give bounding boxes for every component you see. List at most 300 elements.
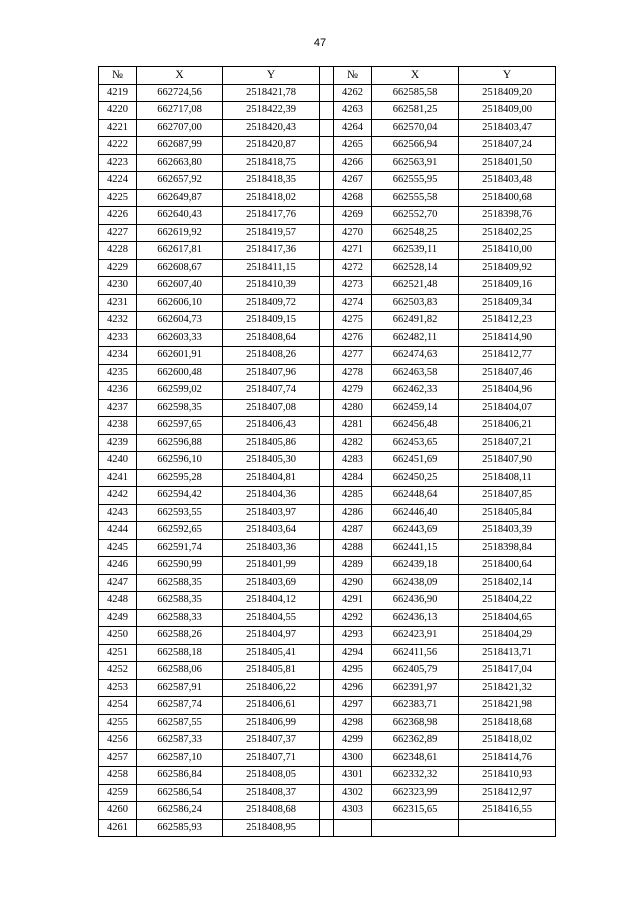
right-coord-y-cell: 2518409,20 [459,84,556,102]
left-point-number-cell: 4239 [99,434,137,452]
table-row [99,679,556,697]
left-point-number-cell: 4249 [99,609,137,627]
left-coord-y-cell: 2518420,43 [223,119,320,137]
right-coord-x-cell: 662368,98 [372,714,459,732]
left-point-number-cell: 4252 [99,662,137,680]
left-coord-x-cell: 662649,87 [137,189,223,207]
column-gap [320,574,334,592]
left-point-number-cell: 4238 [99,417,137,435]
right-coord-x-cell: 662348,61 [372,749,459,767]
right-coord-x-cell: 662453,65 [372,434,459,452]
column-gap [320,189,334,207]
column-gap [320,119,334,137]
right-coord-y-cell: 2518406,21 [459,417,556,435]
right-coord-x-cell: 662439,18 [372,557,459,575]
column-gap [320,732,334,750]
right-coord-y-cell: 2518418,02 [459,732,556,750]
left-coord-y-cell: 2518406,22 [223,679,320,697]
column-gap [320,662,334,680]
column-gap [320,207,334,225]
table-row [99,172,556,190]
right-coord-y-cell: 2518400,68 [459,189,556,207]
column-gap [320,67,334,85]
right-point-number-cell: 4297 [334,697,372,715]
left-coord-y-cell: 2518403,69 [223,574,320,592]
left-coord-x-cell: 662604,73 [137,312,223,330]
left-point-number-cell: 4254 [99,697,137,715]
column-gap [320,294,334,312]
left-coord-x-cell: 662707,00 [137,119,223,137]
right-point-number-cell: 4291 [334,592,372,610]
right-coord-y-cell: 2518398,76 [459,207,556,225]
right-coord-x-cell [372,819,459,837]
left-point-number-cell: 4244 [99,522,137,540]
left-point-number-cell: 4257 [99,749,137,767]
header-number-left: № [99,67,137,85]
right-coord-x-cell: 662443,69 [372,522,459,540]
right-coord-y-cell: 2518404,22 [459,592,556,610]
right-coord-x-cell: 662323,99 [372,784,459,802]
header-y-right: Y [459,67,556,85]
table-row [99,819,556,837]
right-point-number-cell: 4296 [334,679,372,697]
right-coord-x-cell: 662383,71 [372,697,459,715]
left-point-number-cell: 4237 [99,399,137,417]
left-point-number-cell: 4256 [99,732,137,750]
table-row [99,189,556,207]
right-coord-x-cell: 662436,13 [372,609,459,627]
left-coord-x-cell: 662595,28 [137,469,223,487]
right-coord-y-cell: 2518417,04 [459,662,556,680]
left-point-number-cell: 4258 [99,767,137,785]
table-row [99,714,556,732]
left-coord-y-cell: 2518404,36 [223,487,320,505]
column-gap [320,364,334,382]
right-point-number-cell: 4289 [334,557,372,575]
left-point-number-cell: 4228 [99,242,137,260]
right-coord-x-cell: 662450,25 [372,469,459,487]
right-point-number-cell: 4288 [334,539,372,557]
right-point-number-cell: 4280 [334,399,372,417]
table-row [99,119,556,137]
right-coord-y-cell: 2518407,46 [459,364,556,382]
column-gap [320,609,334,627]
right-point-number-cell: 4269 [334,207,372,225]
left-point-number-cell: 4247 [99,574,137,592]
table-row [99,347,556,365]
left-coord-x-cell: 662588,06 [137,662,223,680]
column-gap [320,242,334,260]
left-coord-y-cell: 2518408,95 [223,819,320,837]
left-coord-y-cell: 2518418,02 [223,189,320,207]
right-coord-x-cell: 662570,04 [372,119,459,137]
left-coord-x-cell: 662596,88 [137,434,223,452]
column-gap [320,697,334,715]
column-gap [320,224,334,242]
left-coord-x-cell: 662590,99 [137,557,223,575]
left-coord-y-cell: 2518409,15 [223,312,320,330]
column-gap [320,714,334,732]
right-coord-y-cell: 2518413,71 [459,644,556,662]
right-point-number-cell: 4282 [334,434,372,452]
left-coord-x-cell: 662608,67 [137,259,223,277]
table-row [99,749,556,767]
right-point-number-cell: 4275 [334,312,372,330]
table-row [99,399,556,417]
column-gap [320,539,334,557]
column-gap [320,417,334,435]
left-point-number-cell: 4245 [99,539,137,557]
left-coord-x-cell: 662587,55 [137,714,223,732]
left-point-number-cell: 4222 [99,137,137,155]
left-point-number-cell: 4221 [99,119,137,137]
column-gap [320,627,334,645]
right-coord-x-cell: 662459,14 [372,399,459,417]
left-coord-y-cell: 2518417,36 [223,242,320,260]
right-point-number-cell: 4266 [334,154,372,172]
left-coord-y-cell: 2518405,86 [223,434,320,452]
right-coord-y-cell: 2518409,92 [459,259,556,277]
left-point-number-cell: 4259 [99,784,137,802]
column-gap [320,434,334,452]
left-point-number-cell: 4225 [99,189,137,207]
table-row [99,294,556,312]
right-coord-x-cell: 662503,83 [372,294,459,312]
left-coord-y-cell: 2518410,39 [223,277,320,295]
table-row [99,644,556,662]
column-gap [320,504,334,522]
left-point-number-cell: 4223 [99,154,137,172]
right-point-number-cell: 4281 [334,417,372,435]
right-coord-x-cell: 662438,09 [372,574,459,592]
left-coord-x-cell: 662585,93 [137,819,223,837]
right-coord-x-cell: 662411,56 [372,644,459,662]
column-gap [320,802,334,820]
right-coord-x-cell: 662448,64 [372,487,459,505]
left-point-number-cell: 4236 [99,382,137,400]
left-coord-y-cell: 2518407,71 [223,749,320,767]
left-coord-x-cell: 662600,48 [137,364,223,382]
right-coord-y-cell: 2518404,07 [459,399,556,417]
left-coord-y-cell: 2518422,39 [223,102,320,120]
left-coord-y-cell: 2518421,78 [223,84,320,102]
left-coord-x-cell: 662640,43 [137,207,223,225]
left-point-number-cell: 4255 [99,714,137,732]
left-point-number-cell: 4232 [99,312,137,330]
column-gap [320,557,334,575]
column-gap [320,154,334,172]
left-coord-x-cell: 662588,33 [137,609,223,627]
left-point-number-cell: 4226 [99,207,137,225]
left-coord-y-cell: 2518407,37 [223,732,320,750]
left-point-number-cell: 4224 [99,172,137,190]
right-coord-y-cell: 2518412,77 [459,347,556,365]
left-coord-x-cell: 662587,33 [137,732,223,750]
table-row [99,522,556,540]
right-coord-x-cell: 662391,97 [372,679,459,697]
left-coord-y-cell: 2518418,75 [223,154,320,172]
right-point-number-cell: 4262 [334,84,372,102]
left-coord-y-cell: 2518407,96 [223,364,320,382]
left-coord-y-cell: 2518411,15 [223,259,320,277]
right-point-number-cell: 4276 [334,329,372,347]
left-coord-x-cell: 662617,81 [137,242,223,260]
right-coord-y-cell: 2518407,21 [459,434,556,452]
right-point-number-cell [334,819,372,837]
table-row [99,312,556,330]
right-coord-y-cell: 2518398,84 [459,539,556,557]
table-row [99,102,556,120]
left-coord-x-cell: 662594,42 [137,487,223,505]
right-coord-x-cell: 662555,58 [372,189,459,207]
right-coord-y-cell [459,819,556,837]
right-coord-y-cell: 2518409,00 [459,102,556,120]
right-coord-y-cell: 2518418,68 [459,714,556,732]
column-gap [320,819,334,837]
right-coord-y-cell: 2518404,29 [459,627,556,645]
right-coord-x-cell: 662423,91 [372,627,459,645]
right-coord-x-cell: 662446,40 [372,504,459,522]
left-coord-y-cell: 2518406,43 [223,417,320,435]
right-coord-x-cell: 662552,70 [372,207,459,225]
right-point-number-cell: 4293 [334,627,372,645]
right-point-number-cell: 4298 [334,714,372,732]
right-point-number-cell: 4300 [334,749,372,767]
right-point-number-cell: 4272 [334,259,372,277]
right-coord-y-cell: 2518407,90 [459,452,556,470]
right-coord-x-cell: 662451,69 [372,452,459,470]
column-gap [320,172,334,190]
left-coord-y-cell: 2518409,72 [223,294,320,312]
right-coord-x-cell: 662474,63 [372,347,459,365]
column-gap [320,399,334,417]
right-coord-x-cell: 662405,79 [372,662,459,680]
right-coord-x-cell: 662563,91 [372,154,459,172]
left-coord-x-cell: 662587,10 [137,749,223,767]
right-coord-y-cell: 2518407,24 [459,137,556,155]
left-point-number-cell: 4251 [99,644,137,662]
left-coord-y-cell: 2518406,61 [223,697,320,715]
right-point-number-cell: 4271 [334,242,372,260]
table-row [99,84,556,102]
right-point-number-cell: 4283 [334,452,372,470]
column-gap [320,259,334,277]
left-coord-y-cell: 2518418,35 [223,172,320,190]
right-point-number-cell: 4285 [334,487,372,505]
left-coord-x-cell: 662663,80 [137,154,223,172]
left-coord-x-cell: 662592,65 [137,522,223,540]
right-coord-y-cell: 2518410,00 [459,242,556,260]
left-coord-x-cell: 662619,92 [137,224,223,242]
right-coord-y-cell: 2518400,64 [459,557,556,575]
header-x-right: X [372,67,459,85]
table-row [99,802,556,820]
right-coord-x-cell: 662456,48 [372,417,459,435]
left-coord-y-cell: 2518419,57 [223,224,320,242]
column-gap [320,487,334,505]
table-row [99,592,556,610]
table-row [99,557,556,575]
right-coord-y-cell: 2518410,93 [459,767,556,785]
right-coord-y-cell: 2518421,98 [459,697,556,715]
table-row [99,434,556,452]
table-row [99,224,556,242]
left-coord-y-cell: 2518403,36 [223,539,320,557]
header-x-left: X [137,67,223,85]
left-coord-x-cell: 662724,56 [137,84,223,102]
page-number: 47 [313,37,327,49]
left-point-number-cell: 4242 [99,487,137,505]
left-coord-x-cell: 662599,02 [137,382,223,400]
column-gap [320,749,334,767]
header-row [99,67,556,85]
right-coord-y-cell: 2518403,39 [459,522,556,540]
left-coord-y-cell: 2518405,41 [223,644,320,662]
column-gap [320,382,334,400]
table-row [99,329,556,347]
right-coord-x-cell: 662566,94 [372,137,459,155]
right-coord-y-cell: 2518403,47 [459,119,556,137]
right-point-number-cell: 4295 [334,662,372,680]
table-row [99,784,556,802]
left-coord-x-cell: 662587,74 [137,697,223,715]
left-coord-x-cell: 662601,91 [137,347,223,365]
left-coord-y-cell: 2518408,05 [223,767,320,785]
right-coord-x-cell: 662463,58 [372,364,459,382]
right-coord-x-cell: 662528,14 [372,259,459,277]
table-row [99,242,556,260]
table-row [99,207,556,225]
column-gap [320,644,334,662]
left-coord-y-cell: 2518404,55 [223,609,320,627]
right-point-number-cell: 4284 [334,469,372,487]
left-coord-y-cell: 2518404,97 [223,627,320,645]
right-point-number-cell: 4287 [334,522,372,540]
right-coord-y-cell: 2518409,34 [459,294,556,312]
right-point-number-cell: 4274 [334,294,372,312]
table-row [99,609,556,627]
left-coord-x-cell: 662603,33 [137,329,223,347]
right-coord-y-cell: 2518409,16 [459,277,556,295]
left-point-number-cell: 4260 [99,802,137,820]
table-row [99,539,556,557]
left-coord-x-cell: 662591,74 [137,539,223,557]
column-gap [320,312,334,330]
left-point-number-cell: 4230 [99,277,137,295]
left-coord-x-cell: 662596,10 [137,452,223,470]
column-gap [320,277,334,295]
right-coord-y-cell: 2518404,65 [459,609,556,627]
left-point-number-cell: 4227 [99,224,137,242]
left-coord-x-cell: 662588,26 [137,627,223,645]
left-coord-y-cell: 2518408,26 [223,347,320,365]
left-point-number-cell: 4250 [99,627,137,645]
right-coord-y-cell: 2518414,76 [459,749,556,767]
left-point-number-cell: 4253 [99,679,137,697]
left-coord-x-cell: 662586,54 [137,784,223,802]
left-coord-y-cell: 2518408,64 [223,329,320,347]
right-point-number-cell: 4302 [334,784,372,802]
right-coord-x-cell: 662462,33 [372,382,459,400]
table-row [99,277,556,295]
right-coord-x-cell: 662441,15 [372,539,459,557]
left-coord-y-cell: 2518405,81 [223,662,320,680]
right-coord-x-cell: 662548,25 [372,224,459,242]
right-point-number-cell: 4303 [334,802,372,820]
right-coord-y-cell: 2518402,25 [459,224,556,242]
left-coord-y-cell: 2518403,64 [223,522,320,540]
left-coord-x-cell: 662588,35 [137,592,223,610]
left-coord-x-cell: 662587,91 [137,679,223,697]
right-coord-y-cell: 2518407,85 [459,487,556,505]
right-coord-y-cell: 2518403,48 [459,172,556,190]
left-coord-x-cell: 662593,55 [137,504,223,522]
table-row [99,504,556,522]
left-coord-y-cell: 2518404,81 [223,469,320,487]
table-row [99,487,556,505]
right-point-number-cell: 4264 [334,119,372,137]
column-gap [320,102,334,120]
right-coord-x-cell: 662491,82 [372,312,459,330]
left-coord-x-cell: 662588,18 [137,644,223,662]
right-coord-x-cell: 662585,58 [372,84,459,102]
left-coord-x-cell: 662586,24 [137,802,223,820]
right-coord-x-cell: 662539,11 [372,242,459,260]
left-coord-y-cell: 2518405,30 [223,452,320,470]
column-gap [320,784,334,802]
table-row [99,137,556,155]
right-coord-x-cell: 662555,95 [372,172,459,190]
left-coord-x-cell: 662586,84 [137,767,223,785]
right-coord-y-cell: 2518412,23 [459,312,556,330]
table-row [99,662,556,680]
left-coord-x-cell: 662598,35 [137,399,223,417]
left-coord-x-cell: 662607,40 [137,277,223,295]
column-gap [320,679,334,697]
left-point-number-cell: 4234 [99,347,137,365]
table-row [99,574,556,592]
right-point-number-cell: 4292 [334,609,372,627]
right-coord-x-cell: 662332,32 [372,767,459,785]
column-gap [320,522,334,540]
table-row [99,417,556,435]
right-coord-y-cell: 2518416,55 [459,802,556,820]
table-row [99,154,556,172]
right-point-number-cell: 4267 [334,172,372,190]
right-coord-y-cell: 2518405,84 [459,504,556,522]
right-coord-y-cell: 2518402,14 [459,574,556,592]
left-coord-y-cell: 2518408,37 [223,784,320,802]
column-gap [320,84,334,102]
left-coord-x-cell: 662588,35 [137,574,223,592]
column-gap [320,592,334,610]
left-coord-y-cell: 2518420,87 [223,137,320,155]
table-row [99,469,556,487]
left-point-number-cell: 4240 [99,452,137,470]
table-row [99,259,556,277]
right-coord-y-cell: 2518412,97 [459,784,556,802]
right-coord-x-cell: 662362,89 [372,732,459,750]
right-point-number-cell: 4286 [334,504,372,522]
coordinates-table [98,66,556,837]
column-gap [320,347,334,365]
table-row [99,732,556,750]
right-point-number-cell: 4263 [334,102,372,120]
left-point-number-cell: 4243 [99,504,137,522]
column-gap [320,329,334,347]
left-coord-x-cell: 662606,10 [137,294,223,312]
right-point-number-cell: 4273 [334,277,372,295]
